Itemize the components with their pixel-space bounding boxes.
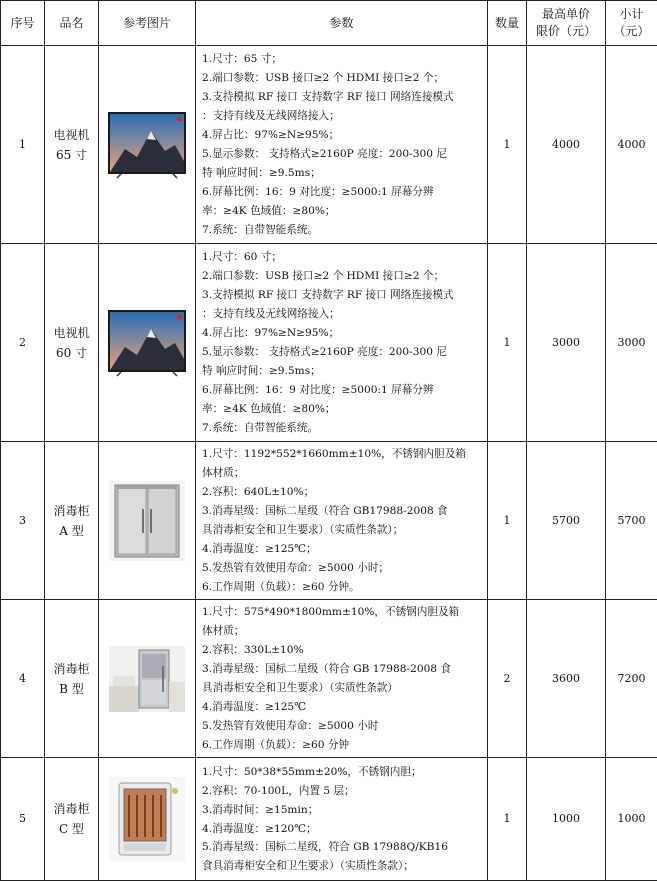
row-subtotal: 3000 xyxy=(606,244,657,442)
header-no: 序号 xyxy=(1,1,45,46)
row-max-price: 3600 xyxy=(527,600,606,758)
row-max-price: 4000 xyxy=(527,46,606,244)
param-line: 7.系统：自带智能系统。 xyxy=(202,421,319,434)
name-line: 60 寸 xyxy=(55,345,88,360)
row-qty: 1 xyxy=(488,46,527,244)
param-line: 1.尺寸：575*490*1800mm±10%，不锈钢内胆及箱 xyxy=(202,606,460,619)
row-image-cell xyxy=(99,244,196,442)
param-line: 具消毒柜安全和卫生要求）（实质性条款） xyxy=(202,682,398,694)
small-sterilizer-image xyxy=(109,777,185,861)
name-line: 65 寸 xyxy=(55,147,88,162)
table-row xyxy=(1,244,657,442)
param-line: 1.尺寸：1192*552*1660mm±10%，不锈钢内胆及箱 xyxy=(202,448,466,461)
row-name xyxy=(45,600,99,758)
param-line: 特 响应时间：≥9.5ms； xyxy=(202,364,321,377)
param-line: 5.发热管有效使用寿命：≥5000 小时 xyxy=(202,719,379,732)
param-line: 率：≥4K 色域值：≥80%； xyxy=(202,204,336,217)
param-line: 3.消毒时间：≥15min； xyxy=(202,803,319,816)
tv-mountain-image xyxy=(107,309,187,377)
row-subtotal: 5700 xyxy=(606,442,657,600)
header-image: 参考图片 xyxy=(99,1,196,46)
table-row xyxy=(1,758,657,881)
row-qty: 1 xyxy=(488,442,527,600)
row-subtotal: 7200 xyxy=(606,600,657,758)
param-line: 3.支持模拟 RF 接口 支持数字 RF 接口 网络连接模式 xyxy=(202,91,454,104)
row-params xyxy=(196,600,488,758)
row-subtotal: 4000 xyxy=(606,46,657,244)
name-line: 电视机 xyxy=(53,325,90,340)
row-image-cell xyxy=(99,442,196,600)
param-line: 5.显示参数： 支持格式≥2160P 亮度：200-300 尼 xyxy=(202,346,447,358)
row-image-cell xyxy=(99,46,196,244)
row-no: 4 xyxy=(1,600,45,758)
table-row xyxy=(1,600,657,758)
steel-cabinet-image xyxy=(109,481,185,561)
header-row xyxy=(1,1,657,46)
param-line: 6.工作周期（负载）：≥60 分钟。 xyxy=(202,580,360,593)
param-line: 4.消毒温度：≥120℃； xyxy=(202,822,317,835)
name-line: B 型 xyxy=(59,681,84,696)
row-no: 1 xyxy=(1,46,45,244)
param-line: 2.端口参数：USB 接口≥2 个 HDMI 接口≥2 个； xyxy=(202,72,445,85)
param-line: ：支持有线及无线网络接入； xyxy=(202,308,340,321)
table-row xyxy=(1,46,657,244)
row-image-cell xyxy=(99,758,196,881)
name-line: 消毒柜 xyxy=(53,503,90,518)
param-line: 特 响应时间：≥9.5ms； xyxy=(202,166,321,179)
param-line: 4.消毒温度：≥125℃； xyxy=(202,542,317,555)
param-line: 2.端口参数：USB 接口≥2 个 HDMI 接口≥2 个； xyxy=(202,270,445,283)
name-line: 消毒柜 xyxy=(53,802,90,816)
param-line: 4.屏占比：97%≥N≥95%； xyxy=(202,327,340,340)
param-line: 3.消毒星级：国标二星级（符合 GB17988-2008 食 xyxy=(202,505,448,518)
row-no: 2 xyxy=(1,244,45,442)
row-qty: 1 xyxy=(488,244,527,442)
row-name xyxy=(45,244,99,442)
param-line: 6.屏幕比例：16：9 对比度：≥5000:1 屏幕分辨 xyxy=(202,185,434,198)
kitchen-cabinet-image xyxy=(109,646,185,712)
row-name xyxy=(45,758,99,881)
param-line: 3.消毒星级：国标二星级（符合 GB 17988-2008 食 xyxy=(202,663,452,676)
row-name xyxy=(45,46,99,244)
row-qty: 2 xyxy=(488,600,527,758)
param-line: 7.系统：自带智能系统。 xyxy=(202,223,319,236)
name-line: A 型 xyxy=(59,523,84,538)
param-line: 4.消毒温度：≥125℃ xyxy=(202,700,307,713)
name-line: 电视机 xyxy=(53,127,90,142)
name-line: C 型 xyxy=(59,822,84,836)
row-max-price: 1000 xyxy=(527,758,606,881)
param-line: 体材质； xyxy=(202,625,245,638)
param-line: 2.容积：70-100L，内置 5 层； xyxy=(202,784,355,797)
row-no: 5 xyxy=(1,758,45,881)
name-line: 消毒柜 xyxy=(53,661,90,676)
header-max-price-line2: 限价（元） xyxy=(535,24,596,38)
param-line: 6.工作周期（负载）：≥60 分钟 xyxy=(202,738,350,751)
row-params xyxy=(196,244,488,442)
row-params xyxy=(196,442,488,600)
param-line: 3.支持模拟 RF 接口 支持数字 RF 接口 网络连接模式 xyxy=(202,289,454,302)
row-max-price: 3000 xyxy=(527,244,606,442)
header-subtotal-line2: （元） xyxy=(613,24,650,38)
param-line: 4.屏占比：97%≥N≥95%； xyxy=(202,129,340,142)
param-line: 具消毒柜安全和卫生要求）（实质性条款）； xyxy=(202,524,404,536)
param-line: 1.尺寸：60 寸； xyxy=(202,251,282,264)
param-line: 5.发热管有效使用寿命：≥5000 小时； xyxy=(202,561,390,574)
param-line: 率：≥4K 色域值：≥80%； xyxy=(202,402,336,415)
header-subtotal-line1: 小计 xyxy=(619,7,644,21)
param-line: 体材质； xyxy=(202,467,245,480)
param-line: 食具消毒柜安全和卫生要求）（实质性条款）； xyxy=(202,860,414,873)
row-subtotal: 1000 xyxy=(606,758,657,881)
row-qty: 1 xyxy=(488,758,527,881)
param-line: 5.显示参数： 支持格式≥2160P 亮度：200-300 尼 xyxy=(202,148,447,160)
row-no: 3 xyxy=(1,442,45,600)
header-name: 品名 xyxy=(45,1,99,46)
header-max-price-line1: 最高单价 xyxy=(541,7,590,21)
row-image-cell xyxy=(99,600,196,758)
param-line: 2.容积：640L±10%； xyxy=(202,486,315,499)
tv-mountain-image xyxy=(107,111,187,179)
row-max-price: 5700 xyxy=(527,442,606,600)
header-subtotal xyxy=(606,1,657,46)
param-line: 1.尺寸：65 寸； xyxy=(202,53,282,66)
param-line: 5.消毒星级：国标二星级，符合 GB 17988Q/KB16 xyxy=(202,841,448,854)
param-line: 1.尺寸：50*38*55mm±20%，不锈钢内胆； xyxy=(202,765,422,778)
param-line: 2.容积：330L±10% xyxy=(202,644,304,657)
param-line: ：支持有线及无线网络接入； xyxy=(202,110,340,123)
header-qty: 数量 xyxy=(488,1,527,46)
table-row xyxy=(1,442,657,600)
row-name xyxy=(45,442,99,600)
row-params xyxy=(196,758,488,881)
param-line: 6.屏幕比例：16：9 对比度：≥5000:1 屏幕分辨 xyxy=(202,383,434,396)
header-params: 参数 xyxy=(196,1,488,46)
row-params xyxy=(196,46,488,244)
header-max-price xyxy=(527,1,606,46)
